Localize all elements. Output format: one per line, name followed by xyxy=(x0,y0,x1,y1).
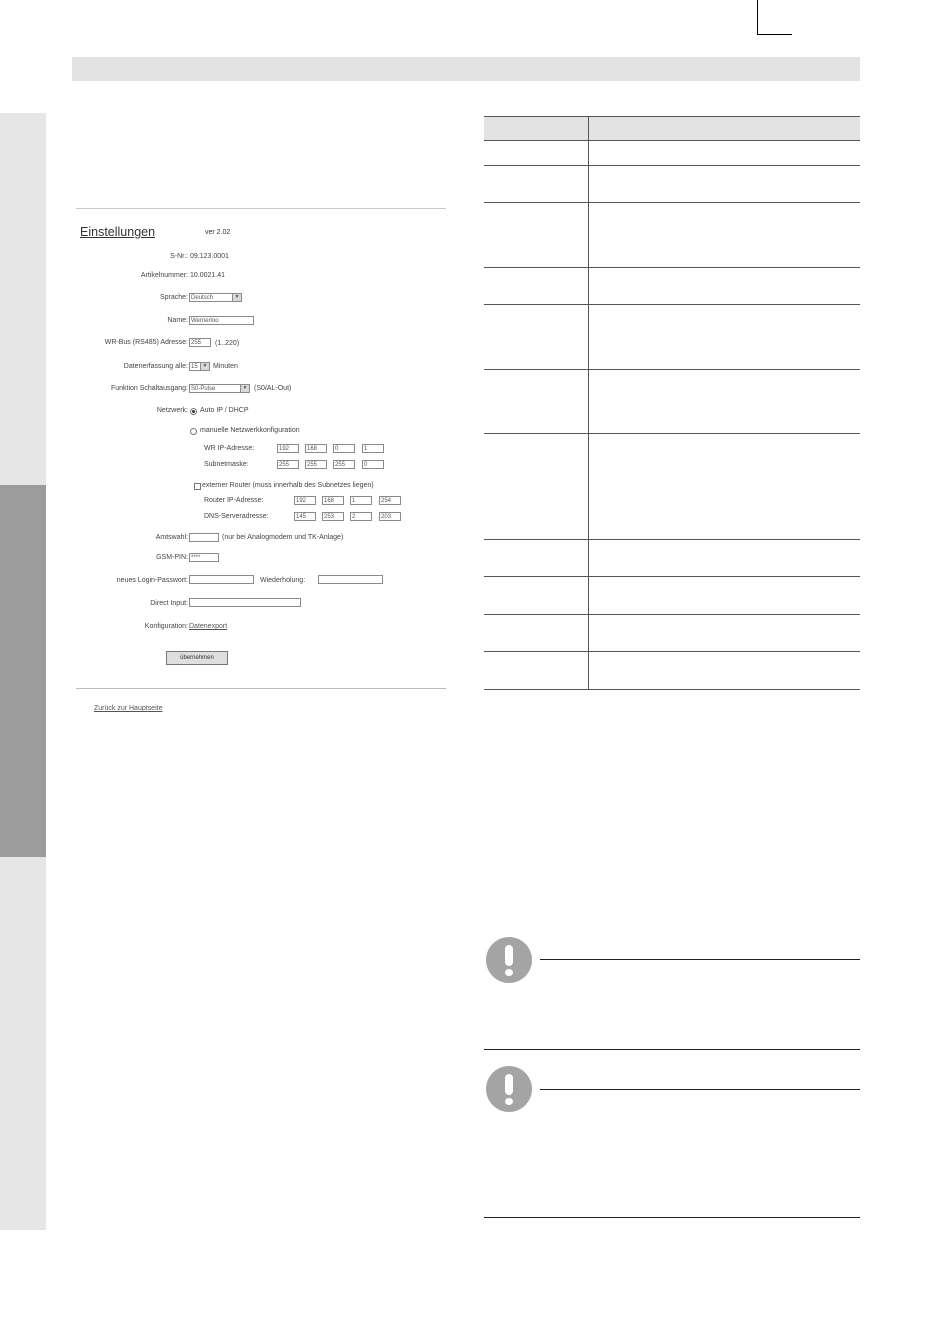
subnet-octet-2[interactable]: 255 xyxy=(305,460,327,469)
router-ip-octet-2[interactable]: 168 xyxy=(322,496,344,505)
wr-ip-octet-1[interactable]: 192 xyxy=(277,444,299,453)
name-input[interactable]: Wernerloo xyxy=(189,316,254,325)
table-header xyxy=(484,116,860,141)
crop-mark-vertical xyxy=(757,0,758,35)
repeat-password-input[interactable] xyxy=(318,575,383,584)
bus-address-range: (1..220) xyxy=(215,340,240,347)
back-to-main-link[interactable]: Zurück zur Hauptseite xyxy=(94,705,163,712)
wr-ip-label: WR IP-Adresse: xyxy=(204,445,255,452)
language-label: Sprache: xyxy=(159,294,188,301)
direct-input-label: Direct Input: xyxy=(150,600,188,607)
table-row-line xyxy=(484,202,860,203)
table-row-line xyxy=(484,165,860,166)
side-tab-active xyxy=(0,485,46,857)
version-label: ver 2.02 xyxy=(205,229,231,236)
data-export-link[interactable]: Datenexport xyxy=(189,623,228,630)
interval-unit: Minuten xyxy=(213,363,238,370)
exclamation-icon xyxy=(486,937,532,983)
language-select-value: Deutsch xyxy=(191,295,214,301)
wr-ip-octet-3[interactable]: 0 xyxy=(333,444,355,453)
table-row-line xyxy=(484,689,860,690)
article-value: 10.0021.41 xyxy=(190,272,226,279)
table-row-line xyxy=(484,651,860,652)
subnet-octet-3[interactable]: 255 xyxy=(333,460,355,469)
network-label: Netzwerk: xyxy=(156,407,188,414)
dhcp-radio[interactable] xyxy=(190,408,197,415)
side-tab-bottom xyxy=(0,857,46,1230)
serial-label: S-Nr.: xyxy=(170,253,188,260)
manual-network-label: manuelle Netzwerkkonfiguration xyxy=(200,427,300,434)
output-function-suffix: (S0/AL-Out) xyxy=(254,385,292,392)
dns-octet-3[interactable]: 2 xyxy=(350,512,372,521)
gsm-pin-input[interactable]: **** xyxy=(189,553,219,562)
table-row-line xyxy=(484,140,860,141)
dns-octet-4[interactable]: 203 xyxy=(379,512,401,521)
note-rule xyxy=(540,959,860,960)
subnet-octet-1[interactable]: 255 xyxy=(277,460,299,469)
dial-prefix-note: (nur bei Analogmodem und TK-Anlage) xyxy=(222,534,344,541)
article-label: Artikelnummer: xyxy=(140,272,188,279)
table-row-line xyxy=(484,433,860,434)
new-password-input[interactable] xyxy=(189,575,254,584)
header-band xyxy=(72,57,860,81)
serial-value: 09.123.0001 xyxy=(190,253,229,260)
side-tab-top xyxy=(0,113,46,485)
chevron-down-icon: ▼ xyxy=(232,294,241,301)
dns-label: DNS-Serveradresse: xyxy=(204,513,269,520)
table-row-line xyxy=(484,614,860,615)
crop-mark-horizontal xyxy=(757,34,792,35)
dns-octet-2[interactable]: 253 xyxy=(322,512,344,521)
dhcp-label: Auto IP / DHCP xyxy=(200,407,249,414)
output-function-value: S0-Pulse xyxy=(191,386,216,392)
table-row-line xyxy=(484,576,860,577)
interval-select-value: 15 xyxy=(191,364,198,370)
manual-network-radio[interactable] xyxy=(190,428,197,435)
external-router-checkbox[interactable] xyxy=(194,483,201,490)
name-label: Name: xyxy=(167,317,188,324)
dial-prefix-label: Amtswahl: xyxy=(155,534,188,541)
note-divider xyxy=(484,1049,860,1050)
chevron-down-icon: ▼ xyxy=(200,363,209,370)
apply-button[interactable]: übernehmen xyxy=(166,651,228,665)
bus-address-input[interactable]: 255 xyxy=(189,338,211,347)
gsm-pin-label: GSM-PIN: xyxy=(156,554,188,561)
chevron-down-icon: ▼ xyxy=(240,385,249,392)
interval-select[interactable] xyxy=(189,362,210,371)
table-row-line xyxy=(484,267,860,268)
panel-divider xyxy=(76,688,446,689)
subnet-octet-4[interactable]: 0 xyxy=(362,460,384,469)
wr-ip-octet-2[interactable]: 168 xyxy=(305,444,327,453)
dial-prefix-input[interactable] xyxy=(189,533,219,542)
external-router-label: externer Router (muss innerhalb des Subnetzes liegen) xyxy=(202,482,374,489)
language-select[interactable] xyxy=(189,293,242,302)
note-divider xyxy=(484,1217,860,1218)
exclamation-icon xyxy=(486,1066,532,1112)
table-row-line xyxy=(484,369,860,370)
output-function-select[interactable] xyxy=(189,384,250,393)
new-password-label: neues Login-Passwort: xyxy=(116,577,188,584)
table-row-line xyxy=(484,539,860,540)
bus-address-label: WR-Bus (RS485) Adresse: xyxy=(104,339,188,346)
router-ip-label: Router IP-Adresse: xyxy=(204,497,264,504)
repeat-password-label: Wiederholung: xyxy=(260,577,306,584)
wr-ip-octet-4[interactable]: 1 xyxy=(362,444,384,453)
table-row-line xyxy=(484,304,860,305)
note-rule xyxy=(540,1089,860,1090)
router-ip-octet-3[interactable]: 1 xyxy=(350,496,372,505)
settings-screenshot xyxy=(76,208,446,717)
interval-label: Datenerfassung alle: xyxy=(123,363,188,370)
configuration-label: Konfiguration: xyxy=(144,623,188,630)
dns-octet-1[interactable]: 145 xyxy=(294,512,316,521)
subnet-label: Subnetmaske: xyxy=(204,461,249,468)
direct-input-field[interactable] xyxy=(189,598,301,607)
output-function-label: Funktion Schaltausgang: xyxy=(110,385,188,392)
settings-title: Einstellungen xyxy=(80,225,156,239)
router-ip-octet-1[interactable]: 192 xyxy=(294,496,316,505)
router-ip-octet-4[interactable]: 254 xyxy=(379,496,401,505)
